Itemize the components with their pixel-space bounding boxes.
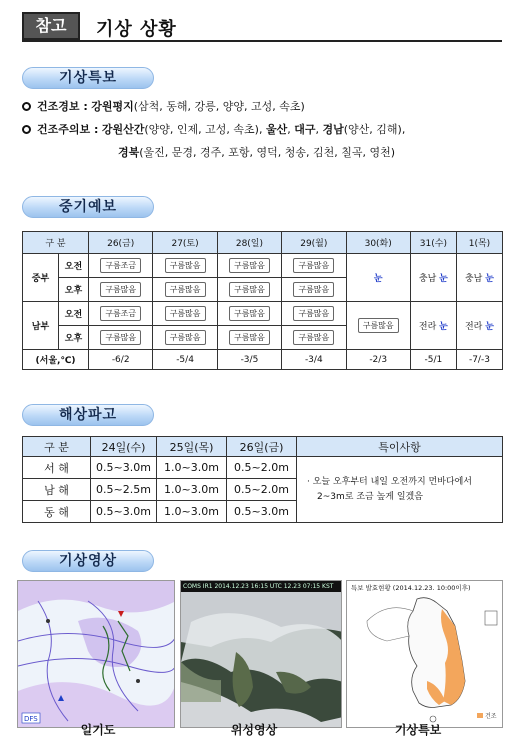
forecast-cell: [217, 254, 281, 278]
snow-text: 눈: [439, 274, 448, 284]
table-row: [23, 254, 503, 278]
table-header-row: [23, 437, 503, 457]
weather-label: 구름조금: [100, 258, 141, 273]
dfs-logo: DFS: [24, 715, 38, 723]
temp-cell: -3/4: [282, 350, 346, 370]
forecast-cell: [89, 326, 153, 350]
region-text: 전라: [464, 322, 483, 332]
report-banner: 특보 발효현황 (2014.12.23. 10:00이후): [351, 584, 471, 592]
forecast-cell-snow: 눈: [346, 254, 410, 302]
wave-value: 1.0~3.0m: [157, 501, 227, 523]
separator: ,: [287, 123, 295, 136]
temp-cell: -3/5: [217, 350, 281, 370]
snow-text: 눈: [485, 322, 494, 332]
region-cell: 남부: [23, 302, 59, 350]
header-cell: 구 분: [23, 437, 91, 457]
caption-satellite: 위성영상: [230, 723, 278, 737]
caption-special-report: 기상특보: [394, 723, 442, 737]
wave-height-table: [22, 436, 503, 523]
caption-weather-chart: 일기도: [80, 723, 116, 737]
weather-label: 구름많음: [100, 330, 141, 345]
bullet-icon: [22, 102, 31, 111]
wave-value: 0.5~3.0m: [91, 457, 157, 479]
forecast-cell: [282, 326, 346, 350]
time-cell: 오전: [59, 254, 89, 278]
forecast-cell: [282, 302, 346, 326]
forecast-cell: [346, 302, 410, 350]
forecast-cell: [282, 254, 346, 278]
region-text: 전라: [418, 322, 437, 332]
weather-imagery-row: [17, 580, 503, 728]
legend-dry: 건조: [485, 713, 497, 720]
header-cell: 27(토): [153, 232, 217, 254]
sea-name: 동 해: [23, 501, 91, 523]
advisory-label: 건조경보 :: [37, 100, 88, 113]
weather-label: 구름많음: [229, 330, 270, 345]
section-title-special-report: 기상특보: [22, 67, 154, 89]
advisory-label: 건조주의보 :: [37, 123, 99, 136]
snow-text: 눈: [439, 322, 448, 332]
forecast-cell: [217, 326, 281, 350]
table-row: [23, 457, 503, 479]
region-detail: (울진, 문경, 경주, 포항, 영덕, 청송, 김천, 칠곡, 영천): [139, 146, 396, 159]
weather-label: 구름많음: [229, 282, 270, 297]
weather-label: 구름많음: [293, 258, 334, 273]
forecast-cell: [217, 302, 281, 326]
forecast-cell: [217, 278, 281, 302]
wave-value: 1.0~3.0m: [157, 457, 227, 479]
snow-text: 눈: [485, 274, 494, 284]
header-cell: 26일(금): [227, 437, 297, 457]
region-detail: (양양, 인제, 고성, 속초),: [144, 123, 266, 136]
weather-label: 구름많음: [293, 306, 334, 321]
temp-cell: -5/4: [153, 350, 217, 370]
header-cell: 30(화): [346, 232, 410, 254]
page-header: [22, 12, 502, 42]
midterm-forecast-table: [22, 231, 503, 370]
header-cell: 24일(수): [91, 437, 157, 457]
weather-label: 구름많음: [165, 306, 206, 321]
region-gyeongnam: 경남: [322, 123, 344, 136]
wave-value: 0.5~2.0m: [227, 479, 297, 501]
reference-tag: 참고: [22, 12, 80, 40]
advisory-region: 강원평지: [91, 100, 134, 113]
forecast-cell: [456, 302, 502, 350]
temp-cell: -5/1: [410, 350, 456, 370]
forecast-cell: [89, 278, 153, 302]
weather-label: 구름많음: [293, 282, 334, 297]
section-title-waves: 해상파고: [22, 404, 154, 426]
time-cell: 오후: [59, 278, 89, 302]
wave-value: 0.5~3.0m: [227, 501, 297, 523]
header-cell: 28(일): [217, 232, 281, 254]
table-row: [23, 302, 503, 326]
temp-cell: -7/-3: [456, 350, 502, 370]
header-cell: 1(목): [456, 232, 502, 254]
header-cell: 29(월): [282, 232, 346, 254]
advisory-detail: (삼척, 동해, 강릉, 양양, 고성, 속초): [133, 100, 305, 113]
forecast-cell: [153, 326, 217, 350]
weather-label: 구름많음: [358, 318, 399, 333]
report-map-graphic: [347, 581, 503, 728]
section-title-midterm: 중기예보: [22, 196, 154, 218]
header-cell: 31(수): [410, 232, 456, 254]
wave-value: 0.5~2.5m: [91, 479, 157, 501]
temperature-row: [23, 350, 503, 370]
forecast-cell: [282, 278, 346, 302]
header-cell: 25일(목): [157, 437, 227, 457]
satellite-banner: COMS IR1 2014.12.23 16:15 UTC 12.23 07:15 KST: [181, 581, 342, 592]
temp-cell: -2/3: [346, 350, 410, 370]
forecast-cell: [410, 254, 456, 302]
forecast-cell: [456, 254, 502, 302]
table-header-row: [23, 232, 503, 254]
region-text: 충남: [464, 274, 483, 284]
region-detail: (양산, 김해),: [343, 123, 406, 136]
weather-label: 구름많음: [165, 330, 206, 345]
forecast-cell: [153, 302, 217, 326]
satellite-image: [180, 580, 342, 728]
weather-label: 구름많음: [165, 282, 206, 297]
region-gyeongbuk: 경북: [118, 146, 140, 159]
forecast-cell: [153, 278, 217, 302]
wave-value: 1.0~3.0m: [157, 479, 227, 501]
weather-label: 구름많음: [100, 282, 141, 297]
region-cell: 중부: [23, 254, 59, 302]
section-title-imagery: 기상영상: [22, 550, 154, 572]
region-daegu: 대구: [294, 123, 316, 136]
forecast-cell: [153, 254, 217, 278]
weather-chart-graphic: [18, 581, 175, 728]
special-note: · 오늘 오후부터 내일 오전까지 먼바다에서 2~3m로 조금 높게 일겠음: [297, 457, 503, 523]
satellite-graphic: [181, 592, 342, 728]
forecast-cell: [410, 302, 456, 350]
region-ulsan: 울산: [265, 123, 288, 136]
advisory-dry-warning: [22, 99, 305, 115]
time-cell: 오후: [59, 326, 89, 350]
wave-value: 0.5~2.0m: [227, 457, 297, 479]
advisory-dry-watch-line2: [118, 145, 395, 161]
region-gangwon-mountain: 강원산간: [101, 123, 145, 136]
surface-weather-chart: [17, 580, 175, 728]
header-cell: 26(금): [89, 232, 153, 254]
weather-label: 구름많음: [229, 306, 270, 321]
temp-cell: -6/2: [89, 350, 153, 370]
header-cell: 구 분: [23, 232, 89, 254]
special-report-map: [346, 580, 503, 728]
wave-value: 0.5~3.0m: [91, 501, 157, 523]
separator: ,: [315, 123, 323, 136]
header-cell: 특이사항: [297, 437, 503, 457]
weather-label: 구름조금: [100, 306, 141, 321]
weather-label: 구름많음: [229, 258, 270, 273]
sea-name: 서 해: [23, 457, 91, 479]
temp-label: (서울,℃): [23, 350, 89, 370]
time-cell: 오전: [59, 302, 89, 326]
forecast-cell: [89, 302, 153, 326]
forecast-cell: [89, 254, 153, 278]
bullet-icon: [22, 125, 31, 134]
sea-name: 남 해: [23, 479, 91, 501]
advisory-dry-watch-line1: [22, 122, 405, 138]
region-text: 충남: [418, 274, 437, 284]
weather-label: 구름많음: [165, 258, 206, 273]
page-title: 기상 상황: [96, 19, 177, 40]
weather-label: 구름많음: [293, 330, 334, 345]
